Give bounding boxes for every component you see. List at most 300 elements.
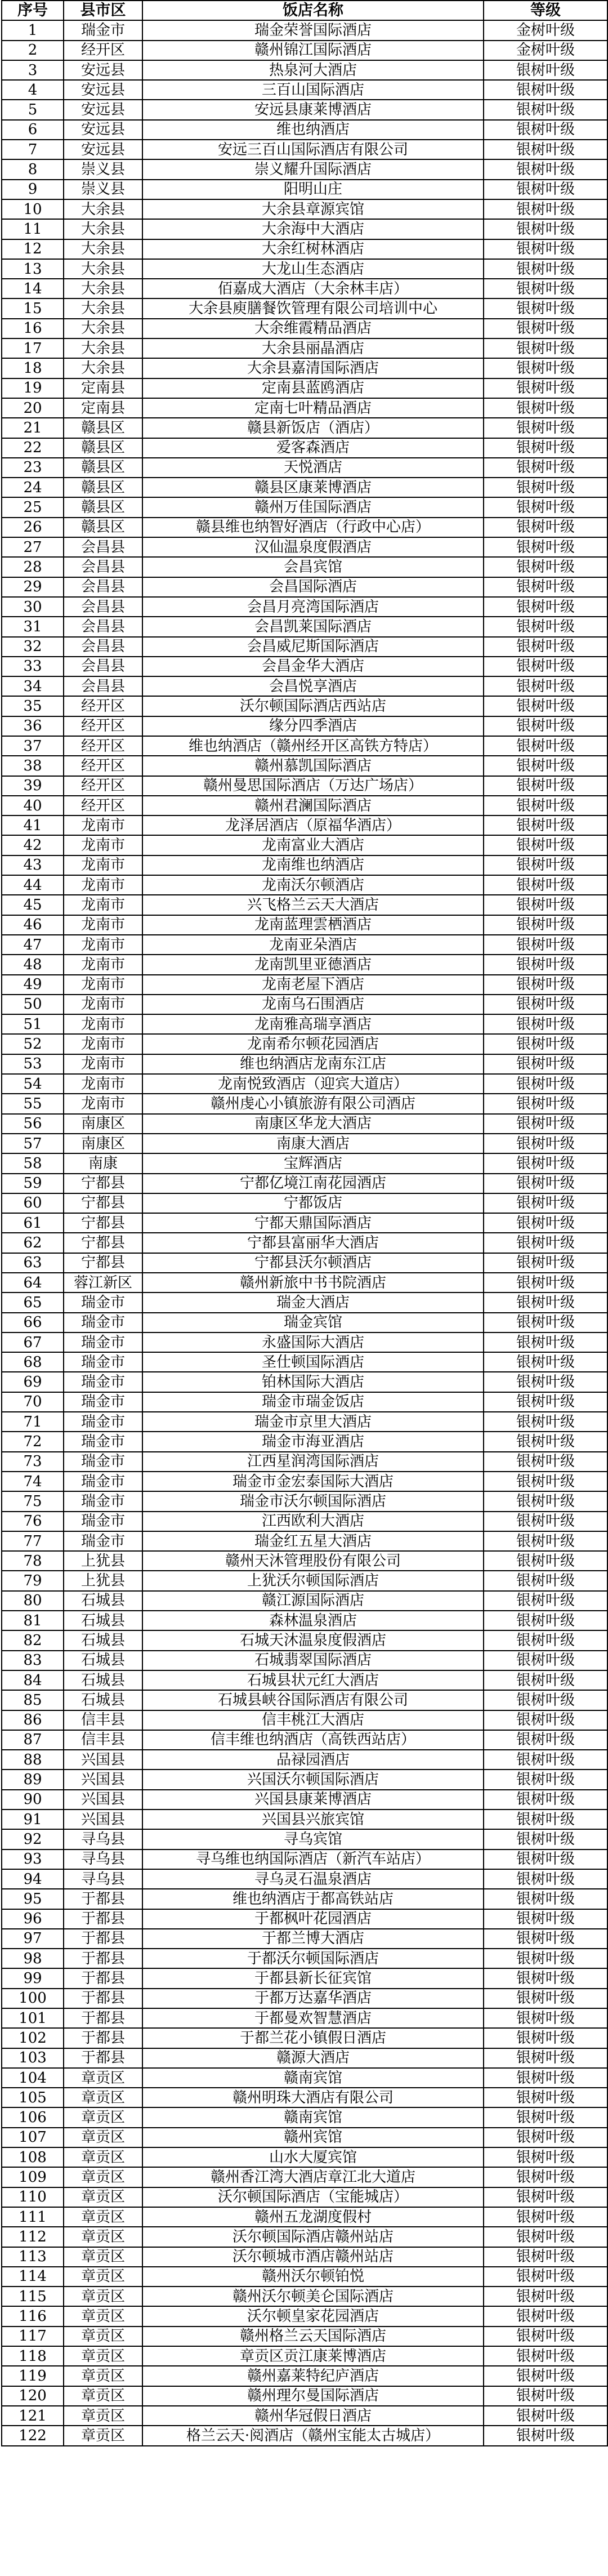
row-hotel-name: 品禄园酒店 <box>142 1750 484 1770</box>
row-seq: 75 <box>2 1491 64 1511</box>
row-seq: 97 <box>2 1929 64 1949</box>
row-hotel-name: 于都沃尔顿国际酒店 <box>142 1949 484 1968</box>
row-hotel-name: 赣州格兰云天国际酒店 <box>142 2327 484 2346</box>
row-hotel-name: 大余维霞精品酒店 <box>142 319 484 338</box>
row-seq: 3 <box>2 60 64 80</box>
row-county: 安远县 <box>64 120 142 140</box>
row-county: 大余县 <box>64 298 142 318</box>
row-seq: 38 <box>2 756 64 776</box>
row-hotel-name: 石城县状元红大酒店 <box>142 1670 484 1690</box>
header-grade: 等级 <box>484 1 607 20</box>
row-grade: 银树叶级 <box>484 696 607 716</box>
row-hotel-name: 维也纳酒店于都高铁站店 <box>142 1889 484 1909</box>
row-county: 经开区 <box>64 796 142 815</box>
row-county: 章贡区 <box>64 2287 142 2306</box>
row-grade: 银树叶级 <box>484 1611 607 1630</box>
row-county: 瑞金市 <box>64 1332 142 1352</box>
row-county: 章贡区 <box>64 2306 142 2326</box>
row-county: 瑞金市 <box>64 1531 142 1551</box>
table-row <box>2 2128 607 2147</box>
row-county: 大余县 <box>64 338 142 358</box>
table-row <box>2 1491 607 1511</box>
row-hotel-name: 维也纳酒店龙南东江店 <box>142 1054 484 1074</box>
table-row <box>2 875 607 895</box>
row-county: 章贡区 <box>64 2227 142 2247</box>
row-county: 龙南市 <box>64 835 142 855</box>
table-row <box>2 835 607 855</box>
row-county: 瑞金市 <box>64 1372 142 1392</box>
row-seq: 111 <box>2 2207 64 2227</box>
row-grade: 银树叶级 <box>484 1034 607 1054</box>
row-seq: 121 <box>2 2406 64 2426</box>
table-row <box>2 2008 607 2028</box>
row-grade: 银树叶级 <box>484 2247 607 2267</box>
row-grade: 银树叶级 <box>484 557 607 577</box>
row-seq: 4 <box>2 80 64 100</box>
table-row <box>2 298 607 318</box>
row-seq: 30 <box>2 597 64 617</box>
row-county: 宁都县 <box>64 1233 142 1253</box>
row-grade: 金树叶级 <box>484 20 607 40</box>
table-row <box>2 537 607 557</box>
row-grade: 银树叶级 <box>484 1810 607 1829</box>
row-grade: 银树叶级 <box>484 1193 607 1213</box>
row-hotel-name: 赣县区康莱博酒店 <box>142 478 484 497</box>
row-hotel-name: 赣州明珠大酒店有限公司 <box>142 2088 484 2107</box>
row-grade: 银树叶级 <box>484 1412 607 1432</box>
table-row <box>2 1611 607 1630</box>
row-county: 石城县 <box>64 1670 142 1690</box>
table-row <box>2 1074 607 1094</box>
row-seq: 21 <box>2 418 64 438</box>
row-county: 会昌县 <box>64 577 142 597</box>
row-seq: 110 <box>2 2187 64 2207</box>
row-grade: 银树叶级 <box>484 2128 607 2147</box>
row-county: 章贡区 <box>64 2068 142 2088</box>
row-grade: 银树叶级 <box>484 716 607 736</box>
table-row <box>2 1332 607 1352</box>
row-seq: 64 <box>2 1273 64 1293</box>
row-grade: 银树叶级 <box>484 1909 607 1929</box>
row-hotel-name: 于都兰博大酒店 <box>142 1929 484 1949</box>
row-hotel-name: 沃尔顿皇家花园酒店 <box>142 2306 484 2326</box>
table-row <box>2 41 607 60</box>
row-hotel-name: 安远三百山国际酒店有限公司 <box>142 140 484 159</box>
row-seq: 55 <box>2 1094 64 1113</box>
row-hotel-name: 江西欧利大酒店 <box>142 1512 484 1531</box>
row-grade: 银树叶级 <box>484 199 607 219</box>
row-seq: 117 <box>2 2327 64 2346</box>
row-seq: 119 <box>2 2366 64 2386</box>
header-seq: 序号 <box>2 1 64 20</box>
table-row <box>2 2366 607 2386</box>
table-row <box>2 1134 607 1153</box>
table-row <box>2 1989 607 2008</box>
table-row <box>2 518 607 537</box>
row-hotel-name: 于都县新长征宾馆 <box>142 1968 484 1988</box>
table-row <box>2 1174 607 1193</box>
row-seq: 58 <box>2 1153 64 1173</box>
row-county: 龙南市 <box>64 975 142 995</box>
row-hotel-name: 寻乌维也纳国际酒店（新汽车站店） <box>142 1849 484 1869</box>
row-seq: 79 <box>2 1571 64 1590</box>
row-seq: 87 <box>2 1730 64 1750</box>
table-row <box>2 1531 607 1551</box>
row-grade: 银树叶级 <box>484 478 607 497</box>
table-row <box>2 2306 607 2326</box>
row-seq: 13 <box>2 259 64 279</box>
row-hotel-name: 信丰桃江大酒店 <box>142 1710 484 1730</box>
row-county: 会昌县 <box>64 537 142 557</box>
row-county: 龙南市 <box>64 875 142 895</box>
row-grade: 银树叶级 <box>484 319 607 338</box>
row-hotel-name: 兴国沃尔顿国际酒店 <box>142 1770 484 1789</box>
row-grade: 银树叶级 <box>484 1750 607 1770</box>
table-row <box>2 219 607 239</box>
table-row <box>2 378 607 398</box>
table-row <box>2 100 607 119</box>
table-row <box>2 1014 607 1034</box>
row-hotel-name: 赣州理尔曼国际酒店 <box>142 2386 484 2406</box>
table-row <box>2 637 607 657</box>
row-seq: 29 <box>2 577 64 597</box>
row-hotel-name: 信丰维也纳酒店（高铁西站店） <box>142 1730 484 1750</box>
row-seq: 95 <box>2 1889 64 1909</box>
row-seq: 99 <box>2 1968 64 1988</box>
row-seq: 116 <box>2 2306 64 2326</box>
row-county: 龙南市 <box>64 915 142 935</box>
row-hotel-name: 沃尔顿城市酒店赣州站店 <box>142 2247 484 2267</box>
row-grade: 银树叶级 <box>484 1571 607 1590</box>
table-row <box>2 617 607 636</box>
row-county: 石城县 <box>64 1611 142 1630</box>
row-seq: 22 <box>2 438 64 458</box>
row-hotel-name: 赣州嘉莱特纪庐酒店 <box>142 2366 484 2386</box>
row-seq: 59 <box>2 1174 64 1193</box>
row-seq: 12 <box>2 239 64 259</box>
row-grade: 银树叶级 <box>484 2107 607 2127</box>
row-hotel-name: 赣源大酒店 <box>142 2048 484 2068</box>
table-body <box>2 20 607 2445</box>
table-row <box>2 1094 607 1113</box>
row-seq: 5 <box>2 100 64 119</box>
table-row <box>2 676 607 696</box>
row-grade: 银树叶级 <box>484 1392 607 1412</box>
row-county: 大余县 <box>64 279 142 298</box>
table-row <box>2 2287 607 2306</box>
table-row <box>2 398 607 418</box>
row-seq: 98 <box>2 1949 64 1968</box>
row-seq: 44 <box>2 875 64 895</box>
row-hotel-name: 瑞金市沃尔顿国际酒店 <box>142 1491 484 1511</box>
row-seq: 82 <box>2 1630 64 1650</box>
row-grade: 银树叶级 <box>484 1512 607 1531</box>
row-hotel-name: 维也纳酒店 <box>142 120 484 140</box>
row-seq: 8 <box>2 159 64 179</box>
row-county: 石城县 <box>64 1591 142 1611</box>
row-grade: 银树叶级 <box>484 975 607 995</box>
row-county: 龙南市 <box>64 1034 142 1054</box>
row-hotel-name: 赣州天沐管理股份有限公司 <box>142 1551 484 1571</box>
row-hotel-name: 会昌威尼斯国际酒店 <box>142 637 484 657</box>
row-grade: 银树叶级 <box>484 1690 607 1710</box>
row-county: 南康区 <box>64 1114 142 1134</box>
row-county: 安远县 <box>64 100 142 119</box>
row-grade: 银树叶级 <box>484 2227 607 2247</box>
row-hotel-name: 南康大酒店 <box>142 1134 484 1153</box>
table-row <box>2 1690 607 1710</box>
row-county: 石城县 <box>64 1690 142 1710</box>
table-row <box>2 995 607 1014</box>
row-seq: 37 <box>2 736 64 756</box>
table-row <box>2 199 607 219</box>
table-row <box>2 716 607 736</box>
row-seq: 56 <box>2 1114 64 1134</box>
row-grade: 银树叶级 <box>484 657 607 676</box>
row-county: 于都县 <box>64 1949 142 1968</box>
row-grade: 银树叶级 <box>484 1293 607 1312</box>
row-grade: 银树叶级 <box>484 1233 607 1253</box>
table-row <box>2 756 607 776</box>
row-county: 龙南市 <box>64 955 142 974</box>
row-hotel-name: 三百山国际酒店 <box>142 80 484 100</box>
row-grade: 银树叶级 <box>484 180 607 199</box>
row-county: 章贡区 <box>64 2267 142 2287</box>
row-grade: 银树叶级 <box>484 915 607 935</box>
row-seq: 76 <box>2 1512 64 1531</box>
row-hotel-name: 格兰云天·阅酒店（赣州宝能太古城店） <box>142 2426 484 2445</box>
row-grade: 银树叶级 <box>484 219 607 239</box>
row-hotel-name: 石城县峡谷国际酒店有限公司 <box>142 1690 484 1710</box>
row-county: 上犹县 <box>64 1551 142 1571</box>
row-grade: 银树叶级 <box>484 1054 607 1074</box>
row-county: 南康 <box>64 1153 142 1173</box>
table-row <box>2 1512 607 1531</box>
row-grade: 银树叶级 <box>484 2287 607 2306</box>
row-hotel-name: 宁都县沃尔顿酒店 <box>142 1253 484 1273</box>
row-seq: 20 <box>2 398 64 418</box>
row-county: 赣县区 <box>64 497 142 517</box>
table-row <box>2 1849 607 1869</box>
row-county: 章贡区 <box>64 2406 142 2426</box>
row-county: 瑞金市 <box>64 1452 142 1472</box>
row-hotel-name: 龙南老屋下酒店 <box>142 975 484 995</box>
row-county: 瑞金市 <box>64 20 142 40</box>
row-seq: 23 <box>2 458 64 478</box>
table-row <box>2 1571 607 1590</box>
row-county: 兴国县 <box>64 1790 142 1810</box>
row-grade: 银树叶级 <box>484 1829 607 1849</box>
table-row <box>2 1352 607 1372</box>
row-hotel-name: 赣州锦江国际酒店 <box>142 41 484 60</box>
row-seq: 7 <box>2 140 64 159</box>
table-row <box>2 2028 607 2048</box>
row-grade: 银树叶级 <box>484 1114 607 1134</box>
row-hotel-name: 赣州慕凯国际酒店 <box>142 756 484 776</box>
table-row <box>2 497 607 517</box>
row-county: 石城县 <box>64 1651 142 1670</box>
row-hotel-name: 瑞金市京里大酒店 <box>142 1412 484 1432</box>
row-county: 会昌县 <box>64 597 142 617</box>
table-row <box>2 2227 607 2247</box>
row-grade: 银树叶级 <box>484 1730 607 1750</box>
row-hotel-name: 会昌悦享酒店 <box>142 676 484 696</box>
row-seq: 61 <box>2 1213 64 1233</box>
row-county: 安远县 <box>64 60 142 80</box>
row-county: 章贡区 <box>64 2167 142 2187</box>
row-hotel-name: 寻乌灵石温泉酒店 <box>142 1869 484 1889</box>
row-hotel-name: 赣州曼思国际酒店（万达广场店） <box>142 776 484 796</box>
row-hotel-name: 赣南宾馆 <box>142 2068 484 2088</box>
row-hotel-name: 瑞金大酒店 <box>142 1293 484 1312</box>
row-grade: 银树叶级 <box>484 298 607 318</box>
row-hotel-name: 大余红树林酒店 <box>142 239 484 259</box>
row-county: 于都县 <box>64 1889 142 1909</box>
row-grade: 银树叶级 <box>484 2068 607 2088</box>
row-hotel-name: 会昌国际酒店 <box>142 577 484 597</box>
row-grade: 银树叶级 <box>484 597 607 617</box>
row-hotel-name: 宁都亿境江南花园酒店 <box>142 1174 484 1193</box>
row-county: 瑞金市 <box>64 1432 142 1451</box>
row-county: 赣县区 <box>64 458 142 478</box>
row-seq: 24 <box>2 478 64 497</box>
table-row <box>2 478 607 497</box>
table-row <box>2 1472 607 1491</box>
table-row <box>2 657 607 676</box>
row-grade: 银树叶级 <box>484 2267 607 2287</box>
table-row <box>2 418 607 438</box>
row-grade: 银树叶级 <box>484 80 607 100</box>
row-hotel-name: 龙南希尔顿花园酒店 <box>142 1034 484 1054</box>
row-hotel-name: 于都枫叶花园酒店 <box>142 1909 484 1929</box>
table-row <box>2 1253 607 1273</box>
row-seq: 50 <box>2 995 64 1014</box>
row-hotel-name: 赣县新饭店（酒店） <box>142 418 484 438</box>
row-seq: 109 <box>2 2167 64 2187</box>
table-row <box>2 2088 607 2107</box>
row-county: 章贡区 <box>64 2107 142 2127</box>
row-grade: 银树叶级 <box>484 259 607 279</box>
row-hotel-name: 赣州华冠假日酒店 <box>142 2406 484 2426</box>
row-county: 蓉江新区 <box>64 1273 142 1293</box>
row-grade: 银树叶级 <box>484 1134 607 1153</box>
row-grade: 银树叶级 <box>484 1432 607 1451</box>
table-row <box>2 955 607 974</box>
row-hotel-name: 森林温泉酒店 <box>142 1611 484 1630</box>
row-grade: 银树叶级 <box>484 1372 607 1392</box>
row-hotel-name: 于都万达嘉华酒店 <box>142 1989 484 2008</box>
row-county: 龙南市 <box>64 815 142 835</box>
row-grade: 银树叶级 <box>484 2346 607 2366</box>
row-county: 瑞金市 <box>64 1313 142 1332</box>
table-row <box>2 1630 607 1650</box>
row-grade: 银树叶级 <box>484 1591 607 1611</box>
table-row <box>2 259 607 279</box>
row-grade: 银树叶级 <box>484 1770 607 1789</box>
table-row <box>2 2426 607 2445</box>
row-seq: 43 <box>2 855 64 875</box>
table-row <box>2 1452 607 1472</box>
row-seq: 57 <box>2 1134 64 1153</box>
row-hotel-name: 石城翡翠国际酒店 <box>142 1651 484 1670</box>
row-county: 经开区 <box>64 756 142 776</box>
row-hotel-name: 大余县丽晶酒店 <box>142 338 484 358</box>
row-grade: 银树叶级 <box>484 2147 607 2167</box>
row-seq: 49 <box>2 975 64 995</box>
row-county: 会昌县 <box>64 657 142 676</box>
row-county: 兴国县 <box>64 1770 142 1789</box>
table-row <box>2 1790 607 1810</box>
row-seq: 104 <box>2 2068 64 2088</box>
row-grade: 银树叶级 <box>484 1332 607 1352</box>
row-grade: 银树叶级 <box>484 2327 607 2346</box>
row-seq: 52 <box>2 1034 64 1054</box>
row-county: 龙南市 <box>64 1054 142 1074</box>
row-seq: 31 <box>2 617 64 636</box>
table-row <box>2 1651 607 1670</box>
row-grade: 银树叶级 <box>484 458 607 478</box>
row-county: 章贡区 <box>64 2187 142 2207</box>
table-row <box>2 2406 607 2426</box>
row-seq: 107 <box>2 2128 64 2147</box>
row-grade: 银树叶级 <box>484 100 607 119</box>
row-grade: 银树叶级 <box>484 935 607 955</box>
row-county: 章贡区 <box>64 2128 142 2147</box>
table-row <box>2 1929 607 1949</box>
row-hotel-name: 爱客森酒店 <box>142 438 484 458</box>
row-county: 会昌县 <box>64 617 142 636</box>
row-seq: 74 <box>2 1472 64 1491</box>
table-row <box>2 1869 607 1889</box>
row-grade: 银树叶级 <box>484 1849 607 1869</box>
row-county: 大余县 <box>64 199 142 219</box>
row-county: 于都县 <box>64 2048 142 2068</box>
row-hotel-name: 赣江源国际酒店 <box>142 1591 484 1611</box>
table-row <box>2 319 607 338</box>
row-hotel-name: 兴国县兴旅宾馆 <box>142 1810 484 1829</box>
row-seq: 11 <box>2 219 64 239</box>
row-hotel-name: 于都兰花小镇假日酒店 <box>142 2028 484 2048</box>
row-hotel-name: 佰嘉成大酒店（大余林丰店） <box>142 279 484 298</box>
row-county: 崇义县 <box>64 159 142 179</box>
row-grade: 银树叶级 <box>484 418 607 438</box>
row-grade: 银树叶级 <box>484 1452 607 1472</box>
row-county: 章贡区 <box>64 2327 142 2346</box>
row-hotel-name: 瑞金市瑞金饭店 <box>142 1392 484 1412</box>
row-hotel-name: 兴飞格兰云天大酒店 <box>142 895 484 915</box>
row-grade: 银树叶级 <box>484 1253 607 1273</box>
row-hotel-name: 会昌金华大酒店 <box>142 657 484 676</box>
row-seq: 94 <box>2 1869 64 1889</box>
row-grade: 银树叶级 <box>484 776 607 796</box>
table-row <box>2 159 607 179</box>
row-county: 石城县 <box>64 1630 142 1650</box>
row-grade: 银树叶级 <box>484 279 607 298</box>
row-county: 章贡区 <box>64 2426 142 2445</box>
row-grade: 银树叶级 <box>484 159 607 179</box>
row-seq: 83 <box>2 1651 64 1670</box>
row-county: 龙南市 <box>64 855 142 875</box>
row-seq: 53 <box>2 1054 64 1074</box>
table-row <box>2 1313 607 1332</box>
table-row <box>2 2267 607 2287</box>
row-grade: 银树叶级 <box>484 2406 607 2426</box>
table-row <box>2 1273 607 1293</box>
row-county: 定南县 <box>64 398 142 418</box>
row-county: 于都县 <box>64 2008 142 2028</box>
row-grade: 银树叶级 <box>484 60 607 80</box>
row-county: 兴国县 <box>64 1810 142 1829</box>
